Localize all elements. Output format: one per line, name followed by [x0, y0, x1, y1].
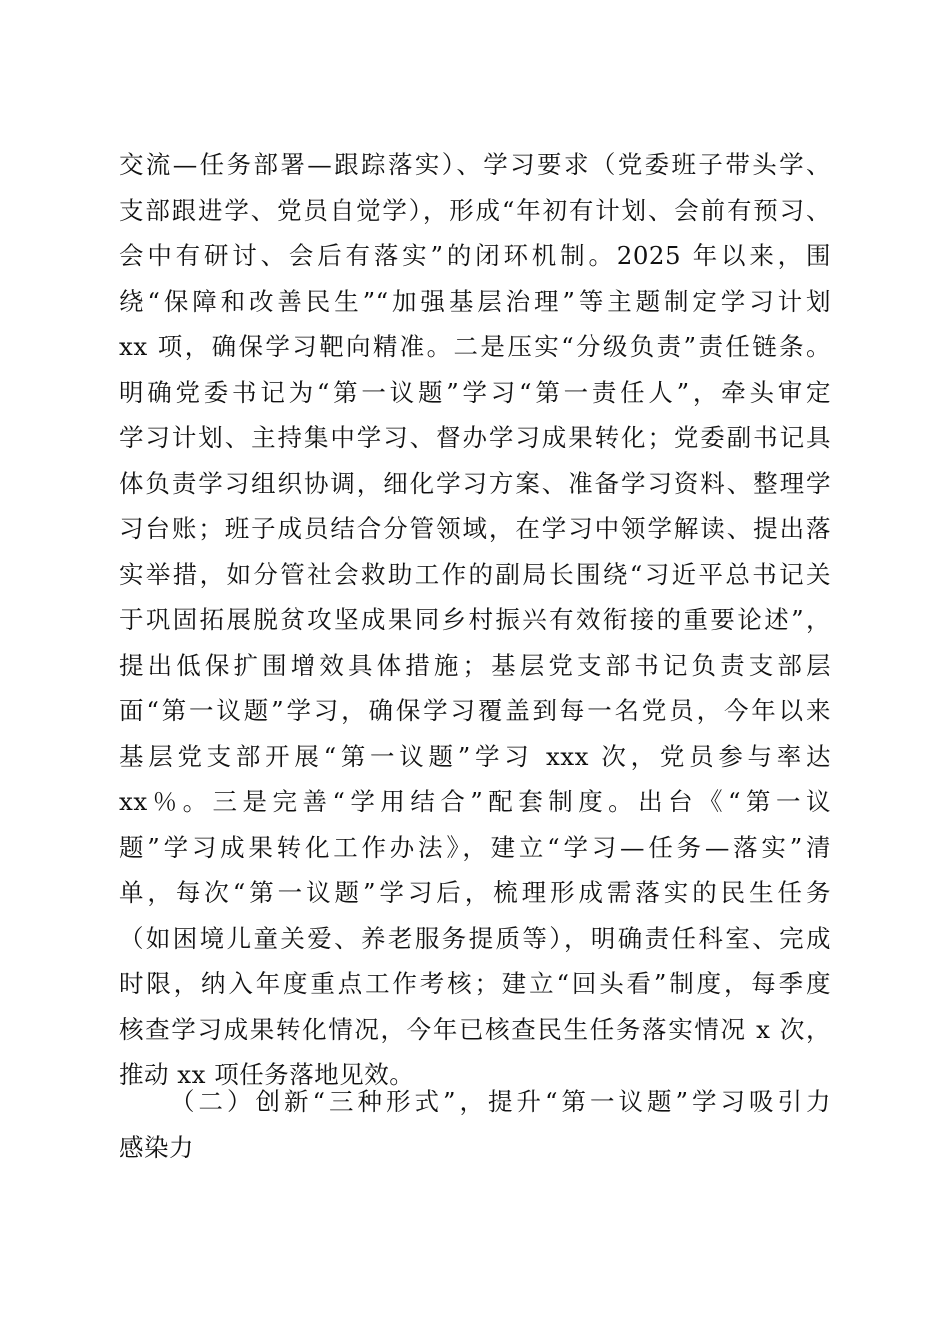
- text-line: 交流—任务部署—跟踪落实）、学习要求（党委班子带头学、: [119, 150, 831, 179]
- text-line: 时限，纳入年度重点工作考核；建立“回头看”制度，每季度: [119, 969, 831, 998]
- text-line: 核查学习成果转化情况，今年已核查民生任务落实情况 x 次，: [119, 1014, 831, 1044]
- text-line: 推动 xx 项任务落地见效。: [119, 1060, 415, 1089]
- text-line: 习台账；班子成员结合分管领域，在学习中领学解读、提出落: [119, 514, 831, 543]
- text-line: 支部跟进学、党员自觉学），形成“年初有计划、会前有预习、: [119, 195, 831, 225]
- text-line: 题”学习成果转化工作办法》，建立“学习—任务—落实”清: [119, 832, 831, 862]
- heading-line: （二）创新“三种形式”，提升“第一议题”学习吸引力: [170, 1087, 831, 1116]
- text-line: 提出低保扩围增效具体措施；基层党支部书记负责支部层: [119, 650, 831, 680]
- text-line: 体负责学习组织协调，细化学习方案、准备学习资料、整理学: [119, 468, 831, 498]
- text-line: 绕“保障和改善民生”“加强基层治理”等主题制定学习计划: [119, 286, 831, 316]
- text-line: 学习计划、主持集中学习、督办学习成果转化；党委副书记具: [119, 423, 831, 452]
- text-line: （如困境儿童关爱、养老服务提质等），明确责任科室、完成: [119, 923, 831, 953]
- text-line: 基层党支部开展“第一议题”学习 xxx 次，党员参与率达: [119, 741, 831, 771]
- text-line: 会中有研讨、会后有落实”的闭环机制。2025 年以来，围: [119, 241, 831, 270]
- text-line: xx 项，确保学习靶向精准。二是压实“分级负责”责任链条。: [119, 332, 831, 361]
- heading-line: 感染力: [119, 1133, 194, 1162]
- text-line: 于巩固拓展脱贫攻坚成果同乡村振兴有效衔接的重要论述”，: [119, 605, 831, 634]
- text-line: 明确党委书记为“第一议题”学习“第一责任人”，牵头审定: [119, 377, 831, 407]
- text-line: 实举措，如分管社会救助工作的副局长围绕“习近平总书记关: [119, 559, 831, 589]
- text-line: 单，每次“第一议题”学习后，梳理形成需落实的民生任务: [119, 878, 831, 907]
- text-line: 面“第一议题”学习，确保学习覆盖到每一名党员，今年以来: [119, 696, 831, 725]
- text-line: xx％。三是完善“学用结合”配套制度。出台《“第一议: [119, 787, 831, 816]
